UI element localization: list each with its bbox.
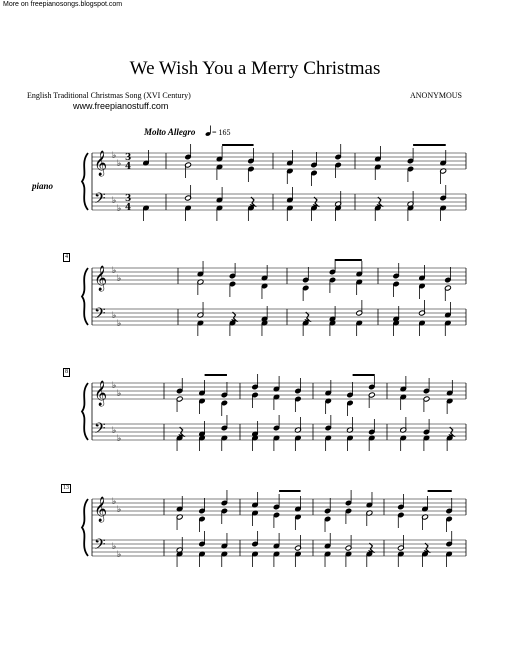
time-signature-top: 3: [125, 194, 132, 204]
treble-clef-icon: 𝄞: [94, 497, 108, 522]
measure-number: 13: [63, 485, 69, 491]
flat-icon: ♭: [112, 542, 117, 552]
flat-icon: ♭: [112, 381, 117, 391]
flat-icon: ♭: [117, 159, 122, 169]
time-signature-bottom: 4: [125, 203, 132, 213]
source-note[interactable]: More on freepianosongs.blogspot.com: [3, 1, 123, 8]
flat-icon: ♭: [117, 434, 122, 444]
treble-clef-icon: 𝄞: [94, 381, 108, 406]
flat-icon: ♭: [117, 550, 122, 560]
tempo-value: = 165: [212, 128, 231, 137]
flat-icon: ♭: [117, 389, 122, 399]
song-title: We Wish You a Merry Christmas: [129, 58, 381, 79]
bass-clef-icon: 𝄢: [94, 536, 106, 557]
flat-icon: ♭: [112, 311, 117, 321]
flat-icon: ♭: [117, 274, 122, 284]
flat-icon: ♭: [117, 319, 122, 329]
time-signature-top: 3: [125, 153, 132, 163]
flat-icon: ♭: [112, 266, 117, 276]
song-subtitle: English Traditional Christmas Song (XVI Century): [27, 91, 191, 100]
composer: ANONYMOUS: [410, 91, 463, 100]
flat-icon: ♭: [112, 196, 117, 206]
brace: [82, 153, 88, 210]
flat-icon: ♭: [117, 505, 122, 515]
tempo-marking: Molto Allegro: [144, 127, 196, 137]
treble-clef-icon: 𝄞: [94, 266, 108, 291]
bass-clef-icon: 𝄢: [94, 305, 106, 326]
measure-number: 4: [65, 254, 68, 260]
flat-icon: ♭: [112, 497, 117, 507]
flat-icon: ♭: [112, 151, 117, 161]
flat-icon: ♭: [117, 204, 122, 214]
instrument-label: piano: [32, 181, 54, 191]
brace: [82, 499, 88, 556]
flat-icon: ♭: [112, 426, 117, 436]
treble-clef-icon: 𝄞: [94, 151, 108, 176]
time-signature-bottom: 4: [125, 162, 132, 172]
brace: [82, 383, 88, 440]
measure-number: 8: [65, 369, 68, 375]
site-url[interactable]: www.freepianostuff.com: [73, 101, 169, 111]
bass-clef-icon: 𝄢: [94, 190, 106, 211]
bass-clef-icon: 𝄢: [94, 420, 106, 441]
brace: [82, 268, 88, 325]
